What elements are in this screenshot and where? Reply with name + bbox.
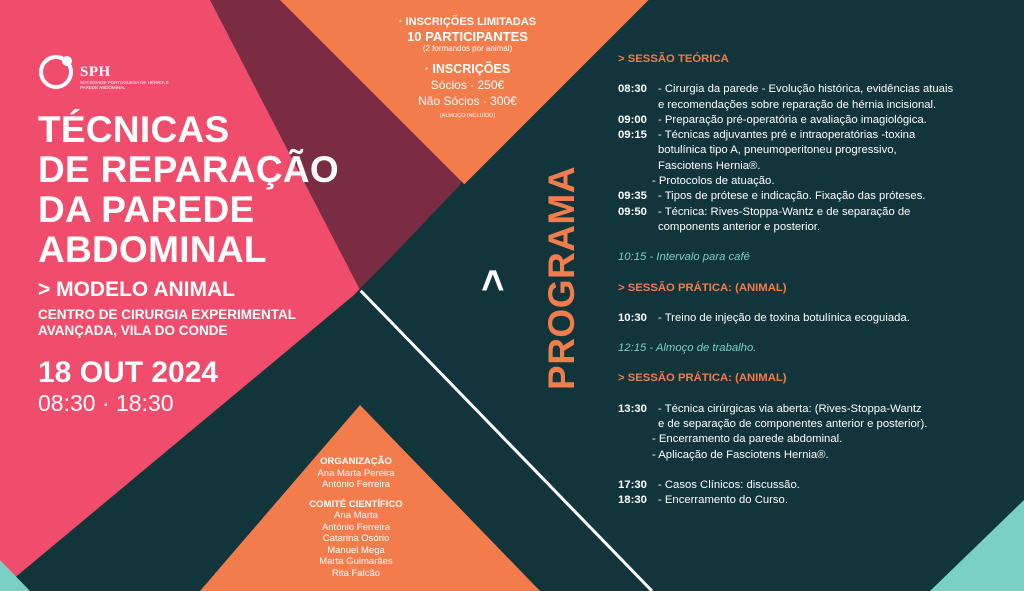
title-line: DE REPARAÇÃO (38, 149, 339, 190)
schedule-item (618, 82, 1018, 97)
schedule-text: - Aplicação de Fasciotens Hernia®. (652, 448, 829, 461)
schedule-time: 10:30 (618, 311, 647, 324)
lunch-break: 12:15 - Almoço de trabalho. (618, 342, 757, 355)
schedule-text: - Cirurgia da parede - Evolução histórica, evidências atuais (658, 83, 954, 96)
schedule-text: - Técnica: Rives-Stoppa-Wantz e de separação de (658, 205, 911, 218)
schedule-item (618, 493, 1018, 508)
event-date: 18 OUT 2024 (38, 356, 219, 389)
program-label-text: PROGRAMA (541, 165, 582, 390)
schedule-text: - Encerramento da parede abdominal. (652, 433, 843, 446)
schedule-time: 09:50 (618, 205, 647, 218)
program-schedule (618, 52, 1018, 509)
participants-note: (2 formandos por animal) (422, 44, 513, 53)
title-line: ABDOMINAL (38, 229, 267, 270)
schedule-text: - Protocolos de atuação. (652, 175, 775, 188)
schedule-text: e de separação de componentes anterior e posterior). (658, 418, 928, 431)
registration-info (380, 16, 555, 119)
committee-member: António Ferreira (321, 521, 391, 533)
schedule-text: botulínica tipo A, pneumoperitoneu progressivo, (658, 144, 897, 157)
schedule-time: 09:35 (618, 190, 647, 203)
schedule-item (618, 478, 1018, 493)
schedule-text: e recomendações sobre reparação de hérnia incisional. (658, 98, 937, 111)
organizer-name: António Ferreira (321, 479, 391, 490)
title-line: DA PAREDE (38, 189, 255, 230)
venue-line: CENTRO DE CIRURGIA EXPERIMENTAL (38, 307, 297, 322)
schedule-text: - Preparação pré-operatória e avaliação imagiológica. (658, 113, 927, 126)
organization-heading: ORGANIZAÇÃO (320, 456, 392, 467)
schedule-item (618, 189, 1018, 204)
committee-member: Ana Marta (334, 510, 378, 521)
committee-member: Rita Falcão (331, 567, 381, 579)
logo-text: SPH (80, 64, 111, 80)
section-heading: > SESSÃO TEÓRICA (618, 53, 729, 65)
committee-heading: COMITÉ CIENTÍFICO (309, 498, 403, 510)
schedule-time: 09:00 (618, 113, 647, 126)
schedule-item (618, 128, 1018, 143)
venue-line: AVANÇADA, VILA DO CONDE (38, 323, 228, 338)
lunch-note: (ALMOÇO INCLUÍDO) (439, 113, 496, 119)
event-title (38, 110, 339, 270)
program-arrow-icon: > (471, 268, 516, 293)
schedule-text: - Encerramento do Curso. (658, 494, 788, 507)
committee-member: Catarina Osório (322, 533, 390, 544)
schedule-time: 17:30 (618, 478, 647, 491)
schedule-text: - Treino de injeção de toxina botulínica ecoguiada. (658, 311, 910, 324)
logo (38, 52, 198, 92)
schedule-text: - Técnicas adjuvantes pré e intraoperatórias -toxina (658, 129, 916, 142)
schedule-time: 13:30 (618, 402, 647, 415)
schedule-time: 18:30 (618, 494, 647, 507)
schedule-text: - Tipos de prótese e indicação. Fixação das próteses. (658, 190, 926, 203)
participants-count: 10 PARTICIPANTES (407, 29, 528, 44)
schedule-time: 08:30 (618, 83, 647, 96)
committee-member: Marta Guimarães (319, 556, 393, 567)
schedule-item (618, 205, 1018, 220)
non-member-price: Não Sócios · 300€ (418, 94, 517, 108)
title-line: TÉCNICAS (38, 109, 230, 150)
member-price: Sócios · 250€ (430, 78, 505, 92)
schedule-text: Fasciotens Hernia®. (658, 159, 761, 172)
limited-registrations: · INSCRIÇÕES LIMITADAS (398, 16, 537, 28)
logo-subtitle: SOCIEDADE PORTUGUESA DE HÉRNIA E PAREDE ABDOMINAL (80, 80, 169, 90)
committee-member: Manuel Mega (327, 544, 385, 556)
schedule-text: components anterior e posterior. (658, 220, 821, 233)
schedule-text: - Casos Clínicos: discussão. (658, 478, 800, 491)
organizer-name: Ana Marta Pereira (317, 467, 395, 479)
schedule-time: 09:15 (618, 129, 647, 142)
event-time: 08:30 · 18:30 (38, 390, 174, 416)
venue (38, 307, 296, 339)
section-heading: > SESSÃO PRÁTICA: (ANIMAL) (618, 281, 787, 294)
registration-heading: · INSCRIÇÕES (424, 62, 511, 76)
program-label (512, 145, 612, 410)
schedule-item (618, 402, 1018, 417)
coffee-break: 10:15 - Intervalo para café (618, 251, 750, 264)
schedule-text: - Técnica cirúrgicas via aberta: (Rives-Stoppa-Wantz (658, 402, 922, 415)
organization (288, 456, 424, 579)
event-subtitle: > MODELO ANIMAL (38, 278, 235, 301)
section-heading: > SESSÃO PRÁTICA: (ANIMAL) (618, 372, 787, 385)
logo-icon (38, 52, 78, 92)
schedule-item (618, 311, 1018, 326)
schedule-item (618, 113, 1018, 128)
